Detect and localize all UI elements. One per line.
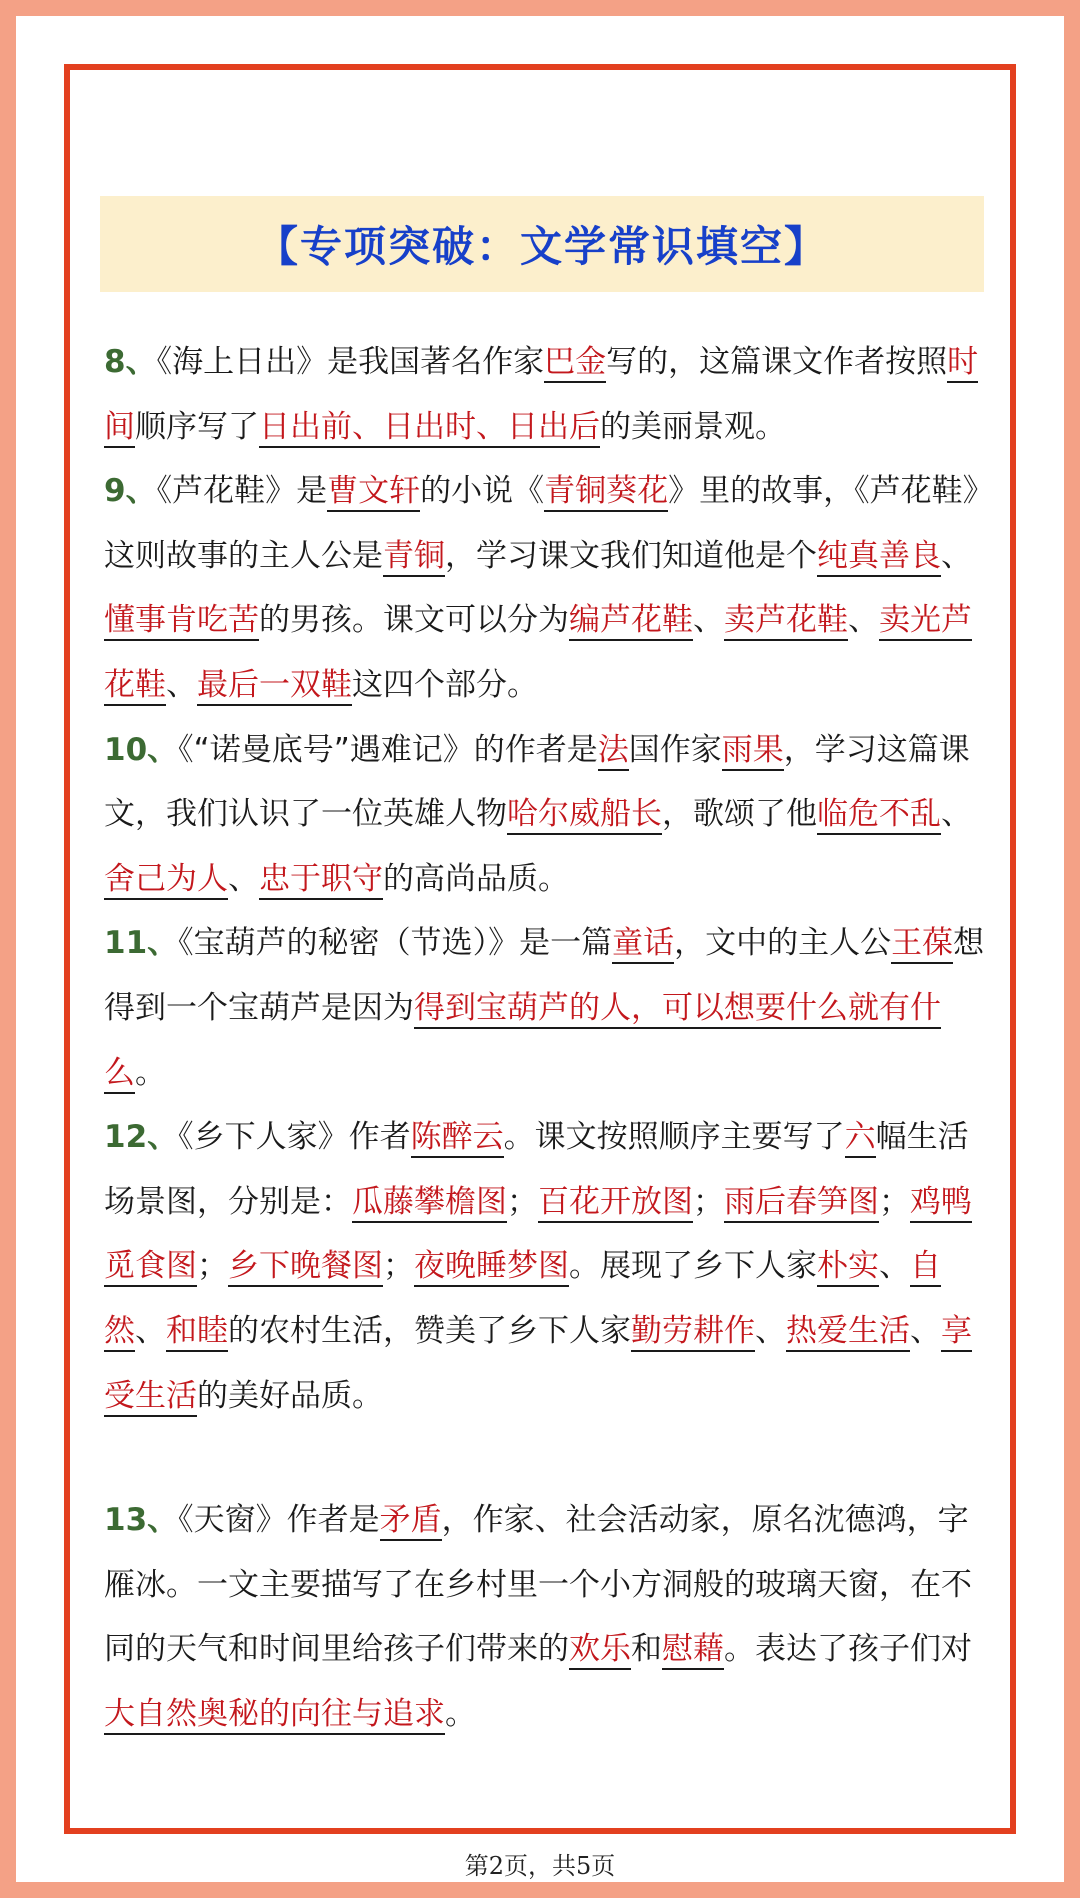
question-item <box>104 330 996 459</box>
question-text: ； <box>507 1183 538 1220</box>
question-text: 这四个部分。 <box>352 666 538 703</box>
question-text: 、 <box>166 666 197 703</box>
question-text: 、 <box>879 1248 910 1285</box>
question-item <box>104 1488 996 1746</box>
question-text: 国作家 <box>628 731 722 768</box>
question-number: 11、 <box>104 925 179 962</box>
question-text: 的农村生活，赞美了乡下人家 <box>228 1312 631 1349</box>
question-text: 的美好品质。 <box>197 1377 383 1414</box>
question-text: 、 <box>941 537 972 574</box>
answer-blank: 雨后春笋图 <box>724 1184 879 1223</box>
answer-blank: 矛盾 <box>380 1502 442 1541</box>
answer-blank: 卖芦花鞋 <box>724 602 848 641</box>
answer-blank: 忠于职守 <box>259 861 383 900</box>
answer-blank: 童话 <box>612 925 674 964</box>
question-number: 10、 <box>104 731 179 768</box>
question-text: 写的，这篇课文作者按照 <box>606 344 948 380</box>
question-text: 顺序写了 <box>135 408 259 445</box>
question-item <box>104 459 996 717</box>
answer-blank: 最后一双鞋 <box>197 667 352 706</box>
question-text: 、 <box>693 602 724 639</box>
question-text: ，学习课文我们知道他是个 <box>445 537 817 574</box>
answer-blank: 鸡鸭觅食图 <box>104 1184 972 1288</box>
question-text: 的高尚品质。 <box>383 860 569 897</box>
answer-blank: 得到宝葫芦的人，可以想要什么就有什么 <box>104 990 941 1094</box>
question-item <box>104 718 996 912</box>
answer-blank: 法 <box>598 732 629 771</box>
answer-blank: 王葆 <box>891 925 953 964</box>
answer-blank: 青铜葵花 <box>544 473 668 512</box>
question-list <box>104 330 996 1746</box>
question-text: 、 <box>848 602 879 639</box>
answer-blank: 百花开放图 <box>538 1184 693 1223</box>
answer-blank: 六 <box>845 1119 876 1158</box>
question-number: 13、 <box>104 1502 179 1539</box>
answer-blank: 卖光芦花鞋 <box>104 602 972 706</box>
page-title: 【专项突破：文学常识填空】 <box>255 222 828 271</box>
answer-blank: 编芦花鞋 <box>569 602 693 641</box>
answer-blank: 和睦 <box>166 1313 228 1352</box>
answer-blank: 哈尔威船长 <box>507 796 662 835</box>
question-text: 、 <box>755 1312 786 1349</box>
question-text: ，学习这篇课文，我们认识了一位英雄人物 <box>104 731 970 833</box>
answer-blank: 勤劳耕作 <box>631 1313 755 1352</box>
question-number: 8、 <box>104 344 157 380</box>
answer-blank: 舍己为人 <box>104 861 228 900</box>
question-text: 的男孩。课文可以分为 <box>259 602 569 639</box>
question-text: 。 <box>445 1695 476 1732</box>
question-text: ； <box>197 1248 228 1285</box>
question-text: 幅生活场景图，分别是： <box>104 1119 969 1220</box>
answer-blank: 朴实 <box>817 1248 879 1287</box>
question-text: 。 <box>135 1054 166 1091</box>
question-text: 《“诺曼底号”遇难记》的作者是 <box>178 731 598 768</box>
question-text: ，歌颂了他 <box>662 796 817 833</box>
answer-blank: 青铜 <box>383 538 445 577</box>
question-item <box>104 1105 996 1428</box>
answer-blank: 日出前、日出时、日出后 <box>259 409 600 448</box>
answer-blank: 曹文轩 <box>327 473 420 512</box>
question-number: 9、 <box>104 473 157 510</box>
question-text: 的美丽景观。 <box>600 408 786 445</box>
answer-blank: 自然 <box>104 1248 941 1352</box>
question-text: 和 <box>631 1631 662 1668</box>
question-text: 。课文按照顺序主要写了 <box>503 1119 845 1156</box>
answer-blank: 大自然奥秘的向往与追求 <box>104 1696 445 1735</box>
question-text: 《海上日出》是我国著名作家 <box>156 344 545 380</box>
question-text: 。表达了孩子们对 <box>724 1631 972 1668</box>
answer-blank: 乡下晚餐图 <box>228 1248 383 1287</box>
question-text: 《乡下人家》作者 <box>178 1119 411 1156</box>
question-text: 《芦花鞋》是 <box>156 473 328 510</box>
question-text: 《天窗》作者是 <box>178 1502 380 1539</box>
question-text: ； <box>383 1248 414 1285</box>
answer-blank: 瓜藤攀檐图 <box>352 1184 507 1223</box>
question-text: 、 <box>941 796 972 833</box>
page-footer: 第2页，共5页 <box>464 1852 616 1880</box>
answer-blank: 欢乐 <box>569 1631 631 1670</box>
question-text: ； <box>879 1183 910 1220</box>
answer-blank: 纯真善良 <box>817 538 941 577</box>
question-text: ，作家、社会活动家，原名沈德鸿，字雁冰。一文主要描写了在乡村里一个小方洞般的玻璃天窗，在不同的天气和时间里给孩子们带来的 <box>104 1502 972 1668</box>
answer-blank: 热爱生活 <box>786 1313 910 1352</box>
answer-blank: 时间 <box>104 344 978 448</box>
question-text: 、 <box>135 1312 166 1349</box>
question-item <box>104 911 996 1105</box>
question-text: 《宝葫芦的秘密（节选）》是一篇 <box>178 925 613 962</box>
answer-blank: 巴金 <box>544 344 606 383</box>
question-text: 、 <box>228 860 259 897</box>
answer-blank: 懂事肯吃苦 <box>104 602 259 641</box>
question-text: ，文中的主人公 <box>674 925 892 962</box>
answer-blank: 临危不乱 <box>817 796 941 835</box>
question-text: ； <box>693 1183 724 1220</box>
answer-blank: 慰藉 <box>662 1631 724 1670</box>
question-text: 想得到一个宝葫芦是因为 <box>104 925 985 1026</box>
answer-blank: 夜晚睡梦图 <box>414 1248 569 1287</box>
question-text: 的小说《 <box>420 473 545 510</box>
title-banner <box>100 196 984 292</box>
question-number: 12、 <box>104 1119 179 1156</box>
question-text: 。展现了乡下人家 <box>569 1248 817 1285</box>
question-text: 》里的故事，《芦花鞋》这则故事的主人公是 <box>104 473 994 574</box>
answer-blank: 陈醉云 <box>411 1119 504 1158</box>
answer-blank: 享受生活 <box>104 1313 972 1417</box>
question-text: 、 <box>910 1312 941 1349</box>
answer-blank: 雨果 <box>722 732 784 771</box>
